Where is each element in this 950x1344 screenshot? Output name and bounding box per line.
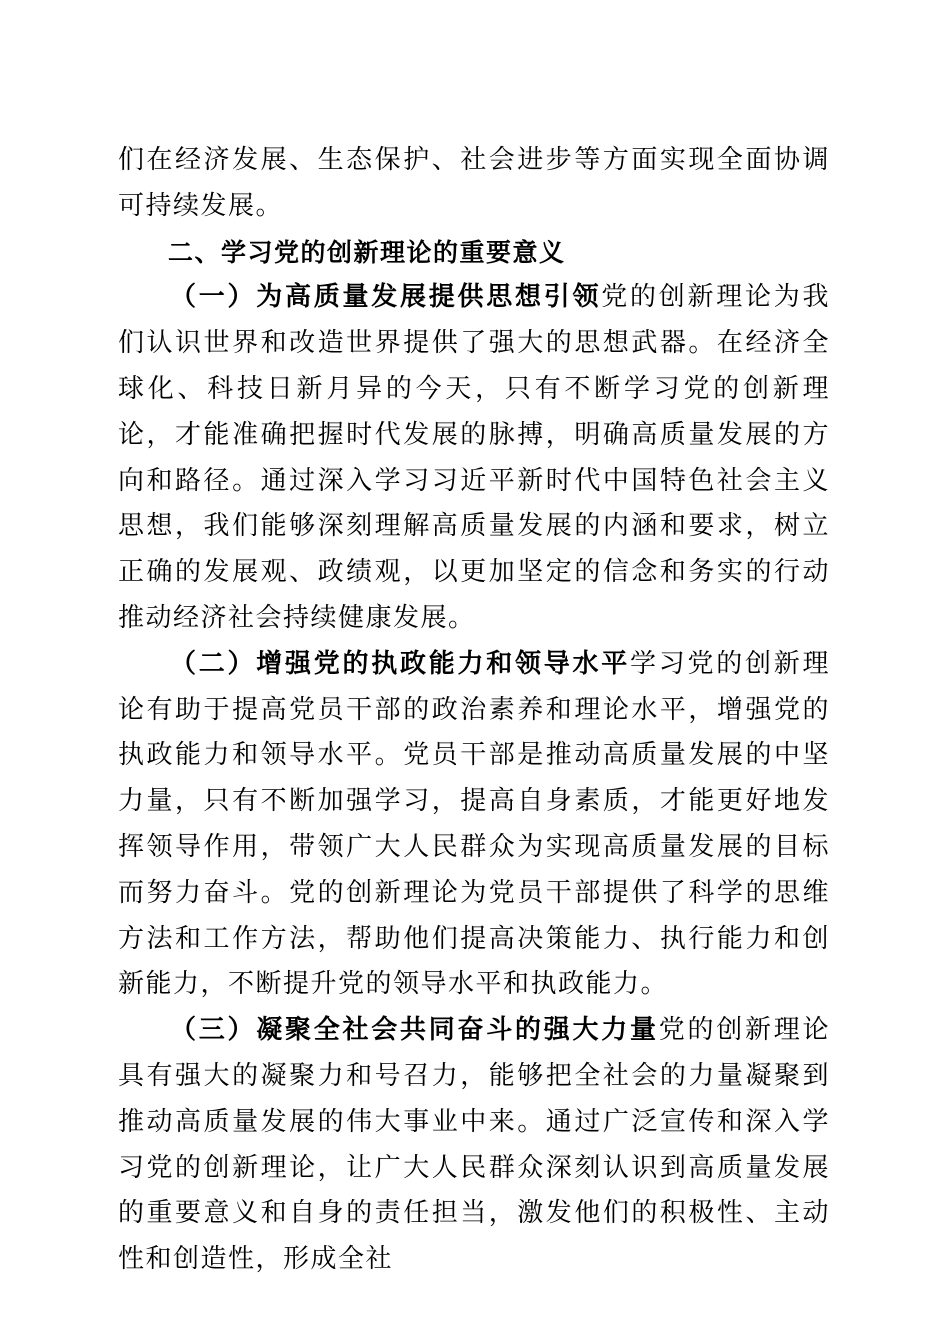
paragraph-1 bbox=[118, 275, 830, 641]
paragraph-3 bbox=[118, 1008, 830, 1283]
paragraph-2 bbox=[118, 642, 830, 1008]
paragraph-1-body: 党的创新理论为我们认识世界和改造世界提供了强大的思想武器。在经济全球化、科技日新月异的今天，只有不断学习党的创新理论，才能准确把握时代发展的脉搏，明确高质量发展的方向和路径。通过深入学习习近平新时代中国特色社会主义思想，我们能够深刻理解高质量发展的内涵和要求，树立正确的发展观、政绩观，以更加坚定的信念和务实的行动推动经济社会持续健康发展。 bbox=[118, 282, 830, 633]
paragraph-2-body: 学习党的创新理论有助于提高党员干部的政治素养和理论水平，增强党的执政能力和领导水平。党员干部是推动高质量发展的中坚力量，只有不断加强学习，提高自身素质，才能更好地发挥领导作用，带领广大人民群众为实现高质量发展的目标而努力奋斗。党的创新理论为党员干部提供了科学的思维方法和工作方法，帮助他们提高决策能力、执行能力和创新能力，不断提升党的领导水平和执政能力。 bbox=[118, 648, 830, 1000]
section-heading: 二、学习党的创新理论的重要意义 bbox=[168, 237, 566, 267]
continuation-paragraph: 们在经济发展、生态保护、社会进步等方面实现全面协调可持续发展。 bbox=[118, 145, 830, 221]
paragraph-3-body: 党的创新理论具有强大的凝聚力和号召力，能够把全社会的力量凝聚到推动高质量发展的伟大事业中来。通过广泛宣传和深入学习党的创新理论，让广大人民群众深刻认识到高质量发展的重要意义和自身的责任担当，激发他们的积极性、主动性和创造性，形成全社 bbox=[118, 1015, 830, 1275]
paragraph-2-lead: （二）增强党的执政能力和领导水平 bbox=[170, 648, 630, 679]
document-body bbox=[118, 138, 830, 1283]
paragraph-3-lead: （三）凝聚全社会共同奋斗的强大力量 bbox=[170, 1015, 659, 1046]
paragraph-1-lead: （一）为高质量发展提供思想引领 bbox=[170, 282, 602, 313]
